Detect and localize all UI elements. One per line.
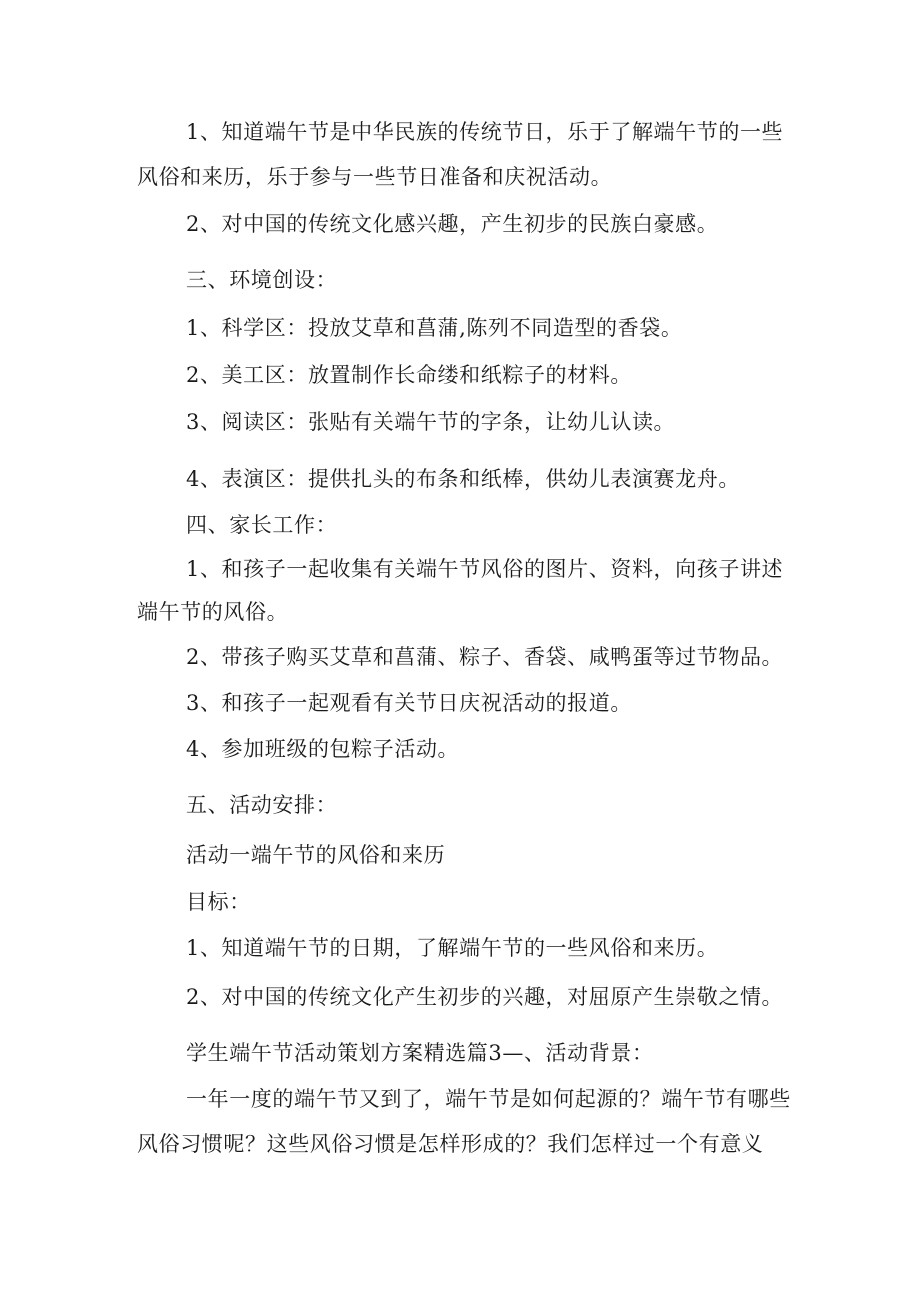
list-item: 1、科学区：投放艾草和菖蒲,陈列不同造型的香袋。 bbox=[186, 316, 683, 340]
list-item: 3、阅读区：张贴有关端午节的字条，让幼儿认读。 bbox=[186, 410, 676, 434]
list-item: 2、带孩子购买艾草和菖蒲、粽子、香袋、咸鸭蛋等过节物品。 bbox=[186, 645, 784, 669]
paragraph-line: 一年一度的端午节又到了，端午节是如何起源的？端午节有哪些 bbox=[186, 1087, 791, 1111]
list-item: 2、对中国的传统文化产生初步的兴趣，对屈原产生崇敬之情。 bbox=[186, 985, 784, 1009]
section-heading: 学生端午节活动策划方案精选篇3—、活动背景： bbox=[186, 1041, 654, 1065]
section-heading: 四、家长工作： bbox=[186, 513, 338, 537]
paragraph-line: 2、对中国的传统文化感兴趣，产生初步的民族白豪感。 bbox=[186, 212, 719, 236]
section-heading: 五、活动安排： bbox=[186, 793, 338, 817]
list-item: 4、表演区：提供扎头的布条和纸棒，供幼儿表演赛龙舟。 bbox=[186, 467, 740, 491]
list-item: 1、知道端午节的日期，了解端午节的一些风俗和来历。 bbox=[186, 936, 719, 960]
paragraph-line: 风俗和来历，乐于参与一些节日准备和庆祝活动。 bbox=[137, 165, 613, 189]
paragraph-line: 端午节的风俗。 bbox=[137, 600, 289, 624]
list-item: 4、参加班级的包粽子活动。 bbox=[186, 737, 460, 761]
activity-title: 活动一端午节的风俗和来历 bbox=[186, 843, 446, 867]
subheading: 目标： bbox=[186, 890, 251, 914]
paragraph-line: 1、知道端午节是中华民族的传统节日，乐于了解端午节的一些 bbox=[186, 120, 784, 144]
list-item: 3、和孩子一起观看有关节日庆祝活动的报道。 bbox=[186, 691, 632, 715]
list-item: 1、和孩子一起收集有关端午节风俗的图片、资料，向孩子讲述 bbox=[186, 557, 784, 581]
paragraph-line: 风俗习惯呢？这些风俗习惯是怎样形成的？我们怎样过一个有意义 bbox=[137, 1132, 764, 1156]
list-item: 2、美工区：放置制作长命缕和纸粽子的材料。 bbox=[186, 363, 632, 387]
section-heading: 三、环境创设： bbox=[186, 268, 338, 292]
